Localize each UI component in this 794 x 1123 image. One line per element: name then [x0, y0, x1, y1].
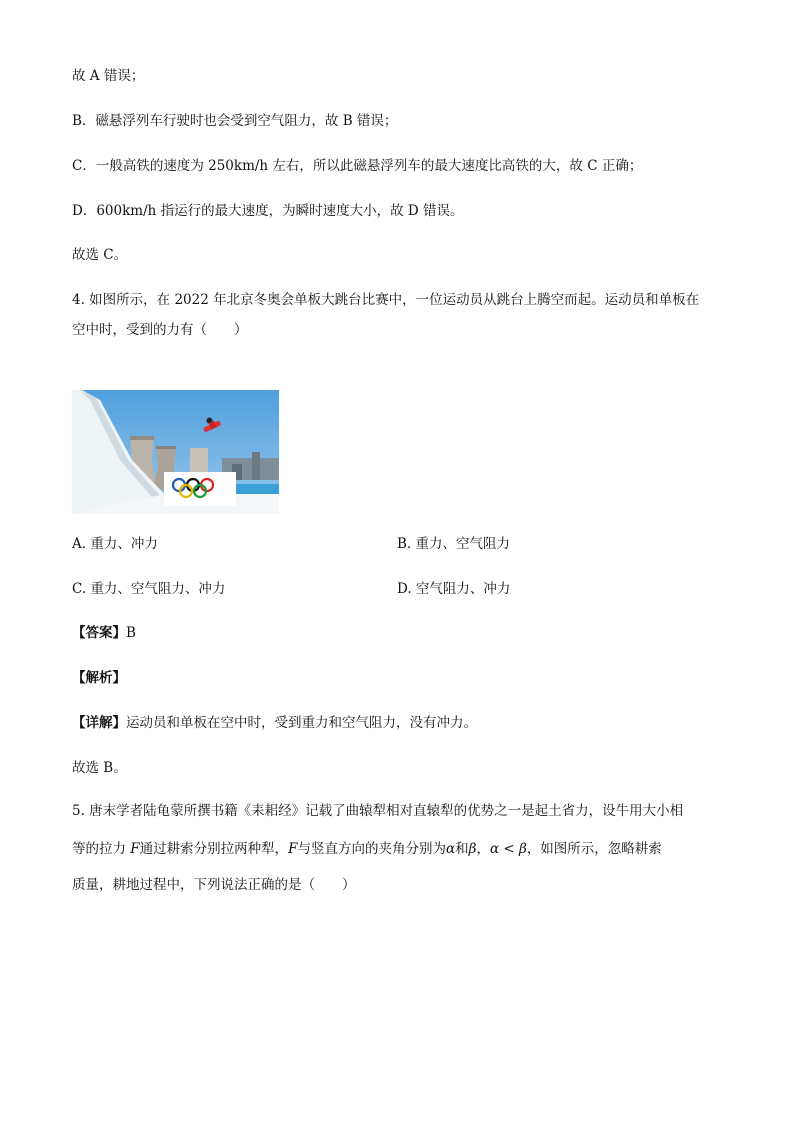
- q4-analysis-tag: 【解析】: [72, 670, 126, 686]
- q5-text-d: 和: [455, 841, 469, 857]
- angle-alpha: α: [446, 841, 456, 857]
- force-symbol-f: F: [130, 841, 140, 857]
- q5-text-b: 通过耕索分别拉两种犁，: [139, 841, 289, 857]
- answer-tag: 【答案】: [72, 625, 126, 641]
- q5-stem-line-2: [72, 839, 662, 859]
- q5-stem-line-1: 5. 唐末学者陆龟蒙所撰书籍《耒耜经》记载了曲辕犁相对直辕犁的优势之一是起土省力，设牛用大小相: [72, 803, 684, 819]
- answer-value: B: [126, 625, 136, 641]
- q5-text-e: ，: [476, 841, 490, 857]
- q5-stem-line-3: 质量，耕地过程中，下列说法正确的是（ ）: [72, 877, 356, 893]
- q3-option-c-explanation: C．一般高铁的速度为 250km/h 左右，所以此磁悬浮列车的最大速度比高铁的大，故 C 正确；: [72, 158, 643, 174]
- q3-a-conclusion: 故 A 错误；: [72, 68, 145, 84]
- angle-inequality: α < β: [489, 841, 527, 857]
- q4-option-a: A. 重力、冲力: [72, 536, 158, 552]
- detail-text: 运动员和单板在空中时，受到重力和空气阻力，没有冲力。: [126, 715, 477, 731]
- q5-text-a: 等的拉力: [72, 841, 131, 857]
- q4-stem-line-1: 4. 如图所示，在 2022 年北京冬奥会单板大跳台比赛中，一位运动员从跳台上腾空而起。运动员和单板在: [72, 292, 700, 308]
- q4-stem-line-2: 空中时，受到的力有（ ）: [72, 322, 248, 338]
- q4-option-d: D. 空气阻力、冲力: [397, 581, 511, 597]
- q3-option-b-explanation: B．磁悬浮列车行驶时也会受到空气阻力，故 B 错误；: [72, 113, 398, 129]
- force-symbol-f-2: F: [288, 841, 298, 857]
- q4-answer: [72, 623, 136, 643]
- q3-choice: 故选 C。: [72, 247, 128, 263]
- q4-option-b: B. 重力、空气阻力: [397, 536, 511, 552]
- snowboard-big-air-photo: [72, 390, 279, 514]
- q4-option-c: C. 重力、空气阻力、冲力: [72, 581, 226, 597]
- q5-text-f: ，如图所示，忽略耕索: [526, 841, 662, 857]
- angle-beta: β: [468, 841, 477, 857]
- q4-detail: [72, 713, 477, 733]
- q3-option-d-explanation: D．600km/h 指运行的最大速度，为瞬时速度大小，故 D 错误。: [72, 203, 464, 219]
- q4-choice: 故选 B。: [72, 760, 127, 776]
- q5-text-c: 与竖直方向的夹角分别为: [297, 841, 447, 857]
- detail-tag: 【详解】: [72, 715, 126, 731]
